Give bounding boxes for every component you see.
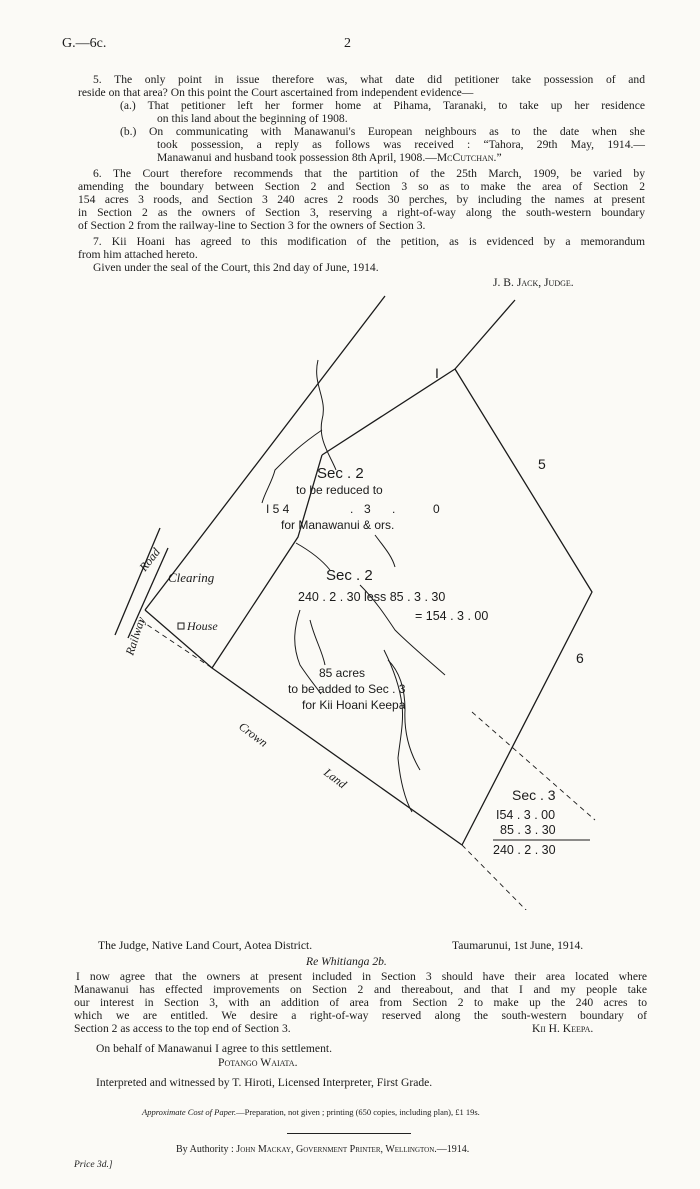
memo-signature: Kii H. Keepa. [532, 1022, 594, 1035]
text-line: 6. The Court therefore recommends that the partition of the 25th March, 1909, be varied by [93, 167, 645, 180]
text-line: I now agree that the owners at present included in Section 3 should have their area located where [76, 970, 647, 983]
sec2-title: Sec . 2 [317, 465, 364, 482]
page-number: 2 [344, 36, 351, 51]
dashed-lines [140, 620, 595, 910]
text-span: Approximate Cost of Paper. [142, 1107, 237, 1117]
sec2-line: 0 [433, 502, 440, 516]
text-span: By Authority : [176, 1144, 234, 1155]
interpreter-line: Interpreted and witnessed by T. Hiroti, Licensed Interpreter, First Grade. [96, 1076, 433, 1089]
paragraph-6 [78, 167, 645, 232]
sec2-line: for Manawanui & ors. [281, 518, 395, 532]
text-line: (b.) On communicating with Manawanui's European neighbours as to the date when she [120, 125, 645, 138]
memo-place-date: Taumarunui, 1st June, 1914. [452, 939, 584, 952]
text-line: 7. Kii Hoani has agreed to this modification of the petition, as is evidenced by a memorandum [93, 235, 645, 248]
acres-note: for Kii Hoani Keepa [302, 698, 406, 712]
text-line: of Section 2 from the railway-line to Section 3 for the owners of Section 3. [78, 219, 426, 233]
paragraph-5b [120, 125, 645, 164]
divider [287, 1133, 411, 1134]
text-line: took possession, a reply as follows was received : “Tahora, 29th May, 1914.— [157, 138, 645, 152]
text-line: amending the boundary between Section 2 and Section 3 so as to make the area of Section 2 [78, 180, 645, 194]
text-line: 5. The only point in issue therefore was, what date did petitioner take possession of and [93, 73, 645, 86]
text-line: our interest in Section 3, with an addition of area from Section 2 to make up the 240 acres to [74, 996, 647, 1010]
paragraph-5a [120, 99, 645, 125]
text-line: in Section 2 as the owners of Section 3, reserving a right-of-way along the south-western boundary [78, 206, 645, 220]
section-label-5: 5 [538, 456, 546, 472]
text-line: reside on that area? On this point the Court ascertained from independent evidence— [78, 86, 474, 100]
paragraph-5 [78, 73, 645, 99]
text-span: John Mackay, Government Printer, Wellington.—1914. [236, 1144, 470, 1155]
judge-signature: J. B. Jack, Judge. [493, 276, 574, 289]
memo-addressee: The Judge, Native Land Court, Aotea District. [98, 939, 313, 952]
text-line: from him attached hereto. [78, 248, 198, 262]
sec3-row: I54 . 3 . 00 [496, 808, 556, 822]
sec2b-title: Sec . 2 [326, 567, 373, 584]
land-label: Land [321, 765, 350, 792]
section-label-1: I [435, 365, 439, 381]
sec2b-calc: = 154 . 3 . 00 [415, 609, 489, 623]
document-reference: G.—6c. [62, 36, 107, 51]
paragraph-7 [78, 235, 645, 261]
survey-plan [0, 290, 700, 910]
text-line: Manawanui has effected improvements on Section 2 and thereabout, and that I and my people take [74, 983, 647, 997]
clearing-label: Clearing [168, 570, 215, 585]
boundary-line [455, 300, 515, 369]
sec2-line: to be reduced to [296, 483, 383, 497]
sec2-line: 3 [364, 502, 371, 516]
text-line: (a.) That petitioner left her former home at Pihama, Taranaki, to take up her residence [120, 99, 645, 112]
text-line [120, 151, 645, 164]
text-span: McCutchan.” [436, 151, 502, 165]
sec2-line: I 5 4 [266, 502, 290, 516]
sec2b-calc: 240 . 2 . 30 less 85 . 3 . 30 [298, 590, 446, 604]
text-span: —Preparation, not given ; printing (650 copies, including plan), £1 19s. [236, 1107, 480, 1117]
behalf-line: On behalf of Manawanui I agree to this settlement. [96, 1042, 332, 1055]
sec3-row: 85 . 3 . 30 [500, 823, 556, 837]
printer-line [176, 1144, 469, 1155]
crown-label: Crown [236, 719, 271, 750]
railway-label: Railway [122, 615, 149, 657]
cost-note [142, 1107, 480, 1117]
text-line: 154 acres 3 roods, and Section 3 240 acres 2 roods 30 perches, by including the names at present [78, 193, 645, 207]
boundary-line [322, 369, 592, 845]
sec3-title: Sec . 3 [512, 787, 556, 803]
sec2-line: . [350, 502, 354, 516]
stream-lines [262, 360, 445, 812]
section-label-6: 6 [576, 650, 584, 666]
sec3-total: 240 . 2 . 30 [493, 843, 556, 857]
price: Price 3d.] [74, 1160, 113, 1170]
given-line: Given under the seal of the Court, this 2nd day of June, 1914. [93, 261, 379, 274]
acres-note: to be added to Sec . 3 [288, 682, 406, 696]
road-label: Road [136, 545, 163, 574]
behalf-signature: Potango Waiata. [218, 1056, 298, 1069]
boundary-line [145, 610, 462, 845]
house-marker [178, 623, 184, 629]
text-line: which we are entitled. We desire a right-of-way reserved along the south-western boundary of [74, 1009, 647, 1023]
text-span: Manawanui and husband took possession 8th April, 1908.— [157, 151, 437, 165]
house-label: House [187, 619, 218, 633]
acres-note: 85 acres [319, 666, 366, 680]
text-line: on this land about the beginning of 1908. [157, 112, 348, 126]
boundary-line [145, 296, 385, 610]
sec2-line: . [392, 502, 396, 516]
memo-subject: Re Whitianga 2b. [306, 955, 387, 968]
text-line: Section 2 as access to the top end of Section 3. [74, 1022, 291, 1036]
